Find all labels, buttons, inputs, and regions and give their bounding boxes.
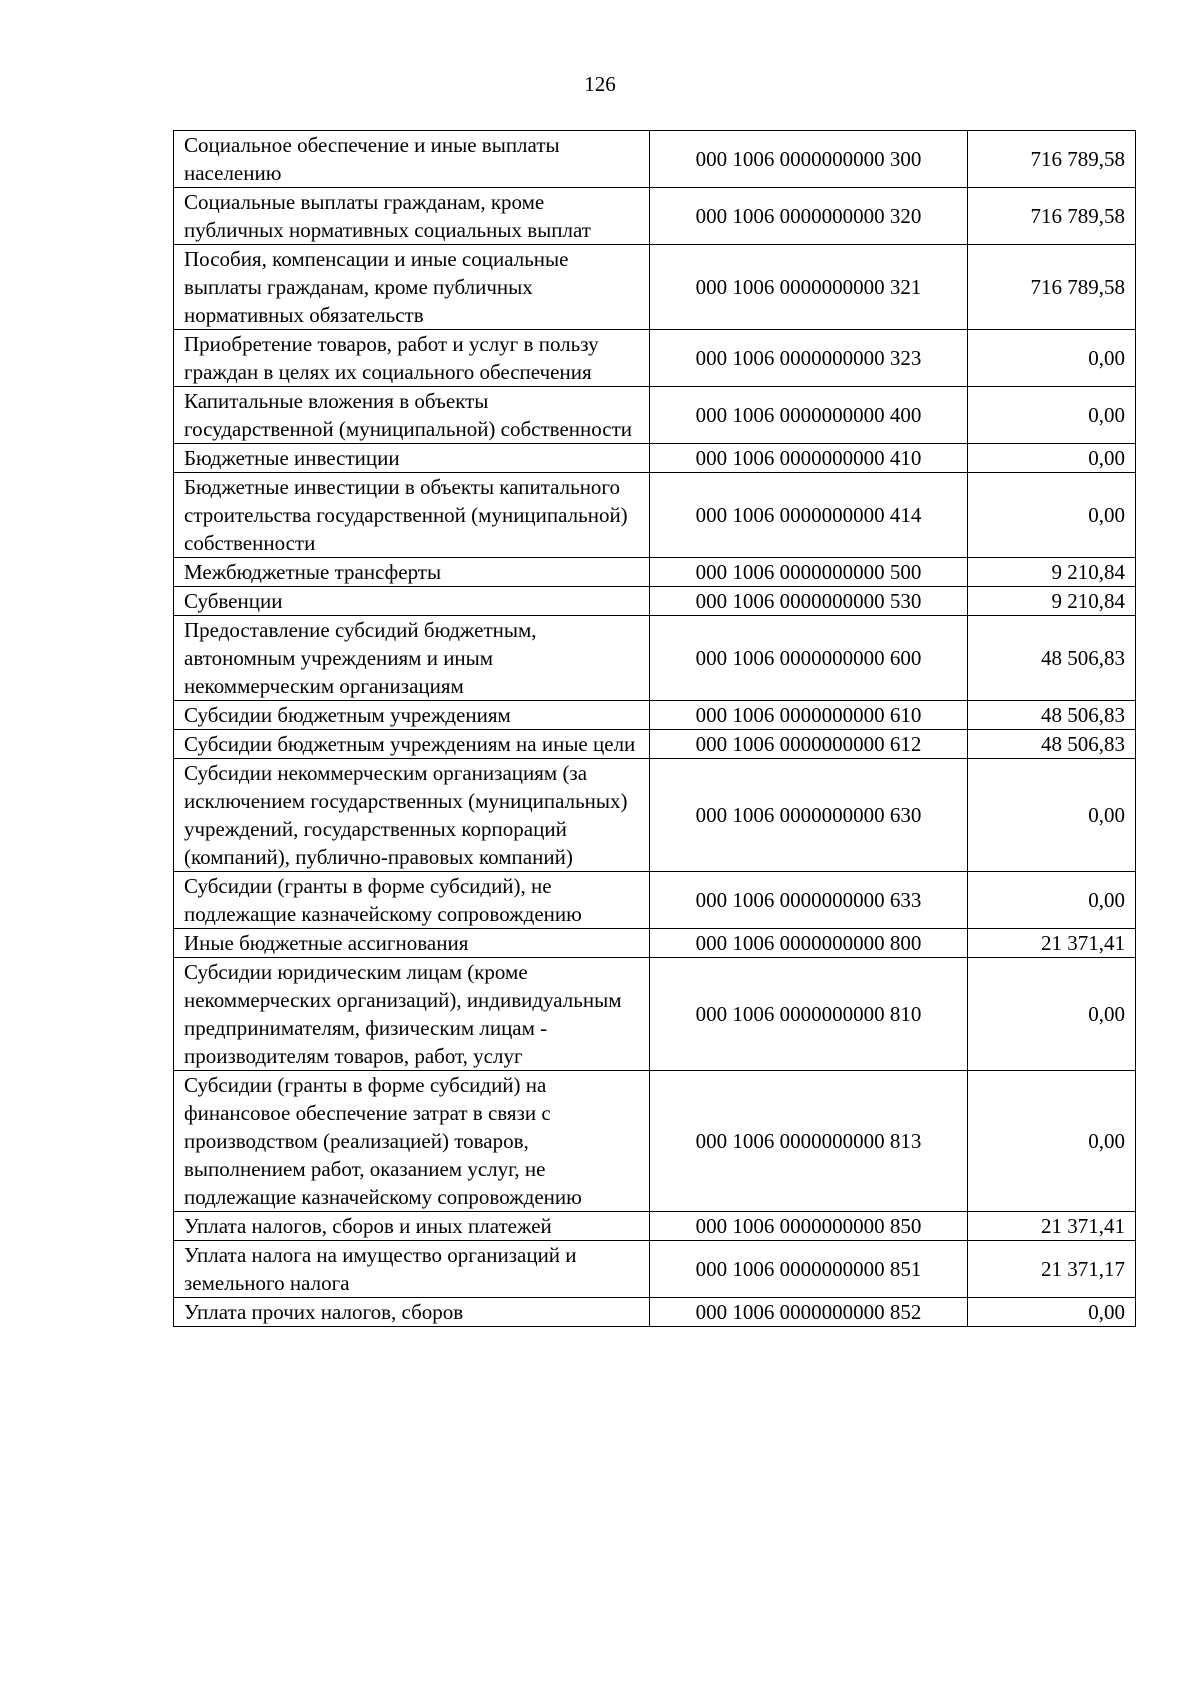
row-code: 000 1006 0000000000 633 bbox=[650, 872, 968, 929]
row-code: 000 1006 0000000000 850 bbox=[650, 1212, 968, 1241]
row-name: Пособия, компенсации и иные социальные выплаты гражданам, кроме публичных нормативных обязательств bbox=[174, 245, 650, 330]
row-code: 000 1006 0000000000 321 bbox=[650, 245, 968, 330]
row-code: 000 1006 0000000000 320 bbox=[650, 188, 968, 245]
table-row bbox=[174, 330, 1136, 387]
row-amount: 48 506,83 bbox=[968, 701, 1136, 730]
row-name: Бюджетные инвестиции bbox=[174, 444, 650, 473]
row-amount: 0,00 bbox=[968, 387, 1136, 444]
table-row bbox=[174, 245, 1136, 330]
row-name: Социальные выплаты гражданам, кроме публичных нормативных социальных выплат bbox=[174, 188, 650, 245]
row-amount: 716 789,58 bbox=[968, 131, 1136, 188]
row-name: Субвенции bbox=[174, 587, 650, 616]
table-row bbox=[174, 587, 1136, 616]
row-code: 000 1006 0000000000 410 bbox=[650, 444, 968, 473]
table-row bbox=[174, 387, 1136, 444]
row-amount: 0,00 bbox=[968, 444, 1136, 473]
row-amount: 21 371,17 bbox=[968, 1241, 1136, 1298]
row-name: Приобретение товаров, работ и услуг в пользу граждан в целях их социального обеспечения bbox=[174, 330, 650, 387]
table-row bbox=[174, 730, 1136, 759]
budget-table bbox=[173, 130, 1136, 1327]
row-name: Субсидии бюджетным учреждениям bbox=[174, 701, 650, 730]
row-name: Субсидии бюджетным учреждениям на иные цели bbox=[174, 730, 650, 759]
row-amount: 0,00 bbox=[968, 330, 1136, 387]
row-name: Предоставление субсидий бюджетным, автономным учреждениям и иным некоммерческим организациям bbox=[174, 616, 650, 701]
budget-table-body bbox=[174, 131, 1136, 1327]
row-name: Межбюджетные трансферты bbox=[174, 558, 650, 587]
table-row bbox=[174, 616, 1136, 701]
row-code: 000 1006 0000000000 323 bbox=[650, 330, 968, 387]
row-name: Субсидии юридическим лицам (кроме некоммерческих организаций), индивидуальным предпринимателям, физическим лицам - производителям товаров, работ, услуг bbox=[174, 958, 650, 1071]
table-row bbox=[174, 701, 1136, 730]
table-row bbox=[174, 1071, 1136, 1212]
row-name: Иные бюджетные ассигнования bbox=[174, 929, 650, 958]
row-code: 000 1006 0000000000 300 bbox=[650, 131, 968, 188]
table-row bbox=[174, 444, 1136, 473]
row-name: Социальное обеспечение и иные выплаты населению bbox=[174, 131, 650, 188]
row-code: 000 1006 0000000000 851 bbox=[650, 1241, 968, 1298]
row-amount: 9 210,84 bbox=[968, 558, 1136, 587]
row-code: 000 1006 0000000000 630 bbox=[650, 759, 968, 872]
row-name: Уплата налога на имущество организаций и земельного налога bbox=[174, 1241, 650, 1298]
row-name: Субсидии (гранты в форме субсидий), не подлежащие казначейскому сопровождению bbox=[174, 872, 650, 929]
table-row bbox=[174, 759, 1136, 872]
row-name: Бюджетные инвестиции в объекты капитального строительства государственной (муниципальной) собственности bbox=[174, 473, 650, 558]
row-name: Уплата налогов, сборов и иных платежей bbox=[174, 1212, 650, 1241]
table-row bbox=[174, 558, 1136, 587]
row-amount: 48 506,83 bbox=[968, 730, 1136, 759]
row-code: 000 1006 0000000000 600 bbox=[650, 616, 968, 701]
table-row bbox=[174, 473, 1136, 558]
row-amount: 48 506,83 bbox=[968, 616, 1136, 701]
table-row bbox=[174, 929, 1136, 958]
row-name: Субсидии (гранты в форме субсидий) на финансовое обеспечение затрат в связи с производством (реализацией) товаров, выполнением работ, оказанием услуг, не подлежащие казначейскому сопровождению bbox=[174, 1071, 650, 1212]
row-amount: 0,00 bbox=[968, 872, 1136, 929]
table-row bbox=[174, 188, 1136, 245]
row-amount: 21 371,41 bbox=[968, 1212, 1136, 1241]
row-code: 000 1006 0000000000 813 bbox=[650, 1071, 968, 1212]
table-row bbox=[174, 1298, 1136, 1327]
row-code: 000 1006 0000000000 810 bbox=[650, 958, 968, 1071]
row-code: 000 1006 0000000000 500 bbox=[650, 558, 968, 587]
row-code: 000 1006 0000000000 612 bbox=[650, 730, 968, 759]
table-row bbox=[174, 1241, 1136, 1298]
row-amount: 0,00 bbox=[968, 1298, 1136, 1327]
row-code: 000 1006 0000000000 400 bbox=[650, 387, 968, 444]
row-amount: 716 789,58 bbox=[968, 245, 1136, 330]
row-amount: 9 210,84 bbox=[968, 587, 1136, 616]
row-name: Субсидии некоммерческим организациям (за исключением государственных (муниципальных) учреждений, государственных корпораций (компаний), публично-правовых компаний) bbox=[174, 759, 650, 872]
row-code: 000 1006 0000000000 610 bbox=[650, 701, 968, 730]
row-amount: 21 371,41 bbox=[968, 929, 1136, 958]
row-name: Капитальные вложения в объекты государственной (муниципальной) собственности bbox=[174, 387, 650, 444]
table-row bbox=[174, 131, 1136, 188]
row-code: 000 1006 0000000000 530 bbox=[650, 587, 968, 616]
row-amount: 0,00 bbox=[968, 759, 1136, 872]
table-row bbox=[174, 958, 1136, 1071]
table-row bbox=[174, 1212, 1136, 1241]
page-number: 126 bbox=[584, 72, 616, 96]
row-amount: 0,00 bbox=[968, 958, 1136, 1071]
row-code: 000 1006 0000000000 414 bbox=[650, 473, 968, 558]
row-code: 000 1006 0000000000 852 bbox=[650, 1298, 968, 1327]
row-amount: 716 789,58 bbox=[968, 188, 1136, 245]
row-code: 000 1006 0000000000 800 bbox=[650, 929, 968, 958]
row-name: Уплата прочих налогов, сборов bbox=[174, 1298, 650, 1327]
row-amount: 0,00 bbox=[968, 1071, 1136, 1212]
table-row bbox=[174, 872, 1136, 929]
row-amount: 0,00 bbox=[968, 473, 1136, 558]
